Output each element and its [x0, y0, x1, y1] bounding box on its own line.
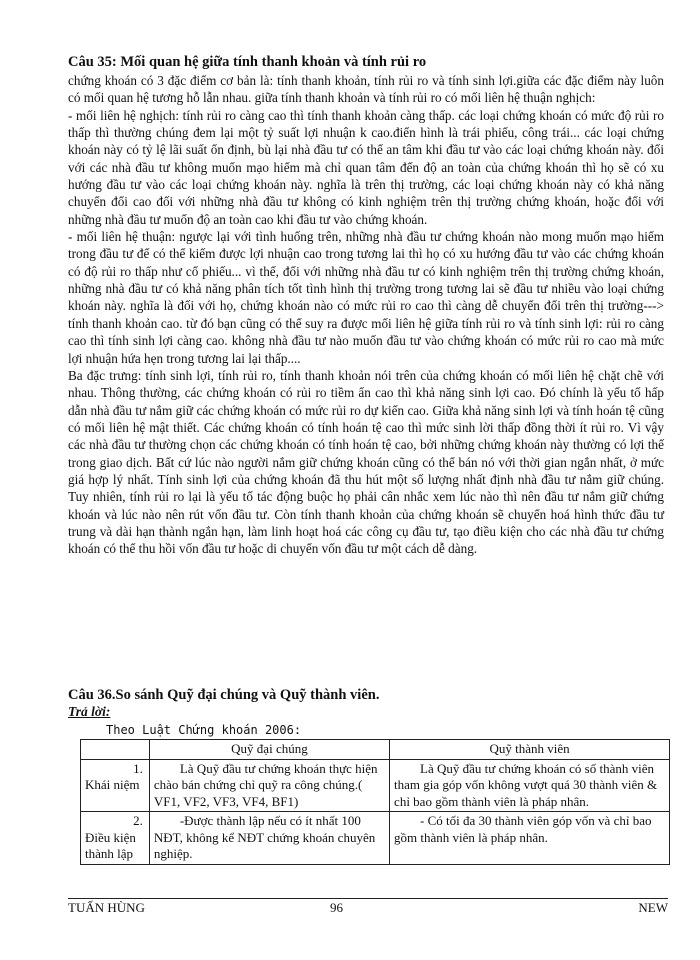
table-cell-public-fund: -Được thành lập nếu có ít nhất 100 NĐT, không kể NĐT chứng khoán chuyên nghiệp. — [149, 812, 389, 865]
criterion-number: 1. — [133, 760, 143, 776]
footer-page-number: 96 — [330, 900, 343, 915]
question-35-body — [68, 72, 664, 558]
table-cell-criterion — [81, 812, 150, 865]
table-cell-criterion — [81, 759, 150, 812]
answer-label: Trả lời: — [68, 704, 111, 719]
table-header-public-fund: Quỹ đại chúng — [149, 740, 389, 760]
criterion-name: Khái niệm — [85, 777, 140, 792]
paragraph-intro: chứng khoán có 3 đặc điểm cơ bản là: tính thanh khoản, tính rủi ro và tính sinh lợi.giữa các đặc điểm này luôn có mối quan hệ tương hỗ lẫn nhau. giữa tính thanh khoản và tính rủi ro có mối liên hệ thuận nghịch: — [68, 73, 664, 106]
page-footer — [68, 898, 668, 915]
table-header-criterion — [81, 740, 150, 760]
fund-comparison-table — [80, 739, 670, 865]
footer-author: TUẤN HÙNG — [68, 900, 145, 915]
table-cell-member-fund: Là Quỹ đầu tư chứng khoán có số thành viên tham gia góp vốn không vượt quá 30 thành viên & chỉ bao gồm thành viên là pháp nhân. — [390, 759, 670, 812]
table-cell-public-fund: Là Quỹ đầu tư chứng khoán thực hiện chào bán chứng chỉ quỹ ra công chúng.( VF1, VF2, VF3, VF4, BF1) — [149, 759, 389, 812]
table-row — [81, 812, 670, 865]
table-header-row — [81, 740, 670, 760]
question-36-heading: Câu 36.So sánh Quỹ đại chúng và Quỹ thành viên. — [68, 687, 380, 703]
question-35-heading: Câu 35: Mối quan hệ giữa tính thanh khoản và tính rủi ro — [68, 54, 427, 70]
paragraph-direct-relation: - mối liên hệ thuận: ngược lại với tình huống trên, những nhà đầu tư chứng khoán nào mong muốn mạo hiểm trong đầu tư để có thể kiếm được lợi nhuận cao trong tương lai thì họ có xu hướng đầu tư vào các chứng khoán có độ rủi ro thấp như cổ phiếu... vì thế, đối với những nhà đầu tư có kinh nghiệm trên thị trường chứng khoán, những nhà đầu tư có khả năng phân tích tốt tình hình thị trường trong tương lai sẽ đầu tư nhiều vào loại chứng khoán này. nghĩa là đối với họ, chứng khoán nào có mức rủi ro cao thì càng dễ chuyển đổi trên thị trường---> tính thanh khoản cao. từ đó bạn cũng có thể suy ra được mối liên hệ giữa tính rủi ro và tính sinh lợi: rủi ro càng cao thì tính sinh lợi càng cao. không nhà đầu tư nào muốn đầu tư vào chứng khoán có mức rủi ro cao mà mức lợi nhuận hứa hẹn trong tương lai lại thấp.... — [68, 229, 664, 366]
table-row — [81, 759, 670, 812]
criterion-number: 2. — [133, 813, 143, 828]
table-cell-member-fund: - Có tối đa 30 thành viên góp vốn và chỉ bao gồm thành viên là pháp nhân. — [390, 812, 670, 865]
paragraph-three-features: Ba đặc trưng: tính sinh lợi, tính rủi ro, tính thanh khoản nói trên của chứng khoán có mối liên hệ chặt chẽ với nhau. Thông thường, các chứng khoán có rủi ro tiềm ẩn cao thì khả năng sinh lợi cao. Đó chính là yếu tố hấp dẫn nhà đầu tư nắm giữ các chứng khoán có mức rủi ro dự kiến cao. Giữa khả năng sinh lợi và tính hoán tệ cũng có mối liên hệ mật thiết. Các chứng khoán có tính hoán tệ cao thì mức sinh lời thấp đồng thời ít rủi ro. Vì vậy các nhà đầu tư thường chọn các chứng khoán có tính hoán tệ cao, bởi những chứng khoán này thường có lợi thế trong giao dịch. Bất cứ lúc nào người nắm giữ chứng khoán cũng có thể bán nó với thời gian ngắn nhất, ở mức giá hợp lý nhất. Tính sinh lợi của chứng khoán đã thu hút một số lượng nhất định nhà đầu tư nắm giữ chúng. Tuy nhiên, tính rủi ro lại là yếu tố tác động buộc họ phải cân nhắc xem lúc nào thì nên đầu tư nắm giữ chứng khoán và lúc nào nên rút vốn đầu tư. Còn tính thanh khoản của chứng khoán sẽ chuyển hoá hình thức đầu tư trung và dài hạn thành ngắn hạn, làm linh hoạt hoá các công cụ đầu tư, tạo điều kiện cho các nhà đầu tư chứng khoán có thể thu hồi vốn đầu tư hoặc di chuyển vốn đầu tư một cách dễ dàng. — [68, 367, 664, 557]
table-header-member-fund: Quỹ thành viên — [390, 740, 670, 760]
paragraph-inverse-relation: - mối liên hệ nghịch: tính rủi ro càng cao thì tính thanh khoản càng thấp. các loại chứng khoán có mức độ rủi ro thấp thì thường chúng đem lại một tỷ suất lợi nhuận k cao.điển hình là trái phiếu, công trái... các loại chứng khoán này có tỷ lệ lãi suất ổn định, bù lại nhà đầu tư có thể an tâm khi đầu tư vào các loại chứng khoán này. đối với các nhà đầu tư không muốn mạo hiểm mà chỉ quan tâm đến độ an toàn của chứng khoán thì họ sẽ có xu hướng đầu tư vào các loại chứng khoán này. nghĩa là trên thị trường, các loại chứng khoán này có khả năng chuyển đổi cao đối với những nhà đầu tư không có kinh nghiệm trên thị trường chứng khoán, hoặc đối với những nhà đầu tư muốn độ an toàn cao khi đầu tư vào chứng khoán. — [68, 107, 664, 227]
law-reference: Theo Luật Chứng khoán 2006: — [106, 723, 302, 737]
criterion-name: Điều kiện thành lập — [85, 829, 136, 861]
footer-tag: NEW — [638, 900, 668, 915]
